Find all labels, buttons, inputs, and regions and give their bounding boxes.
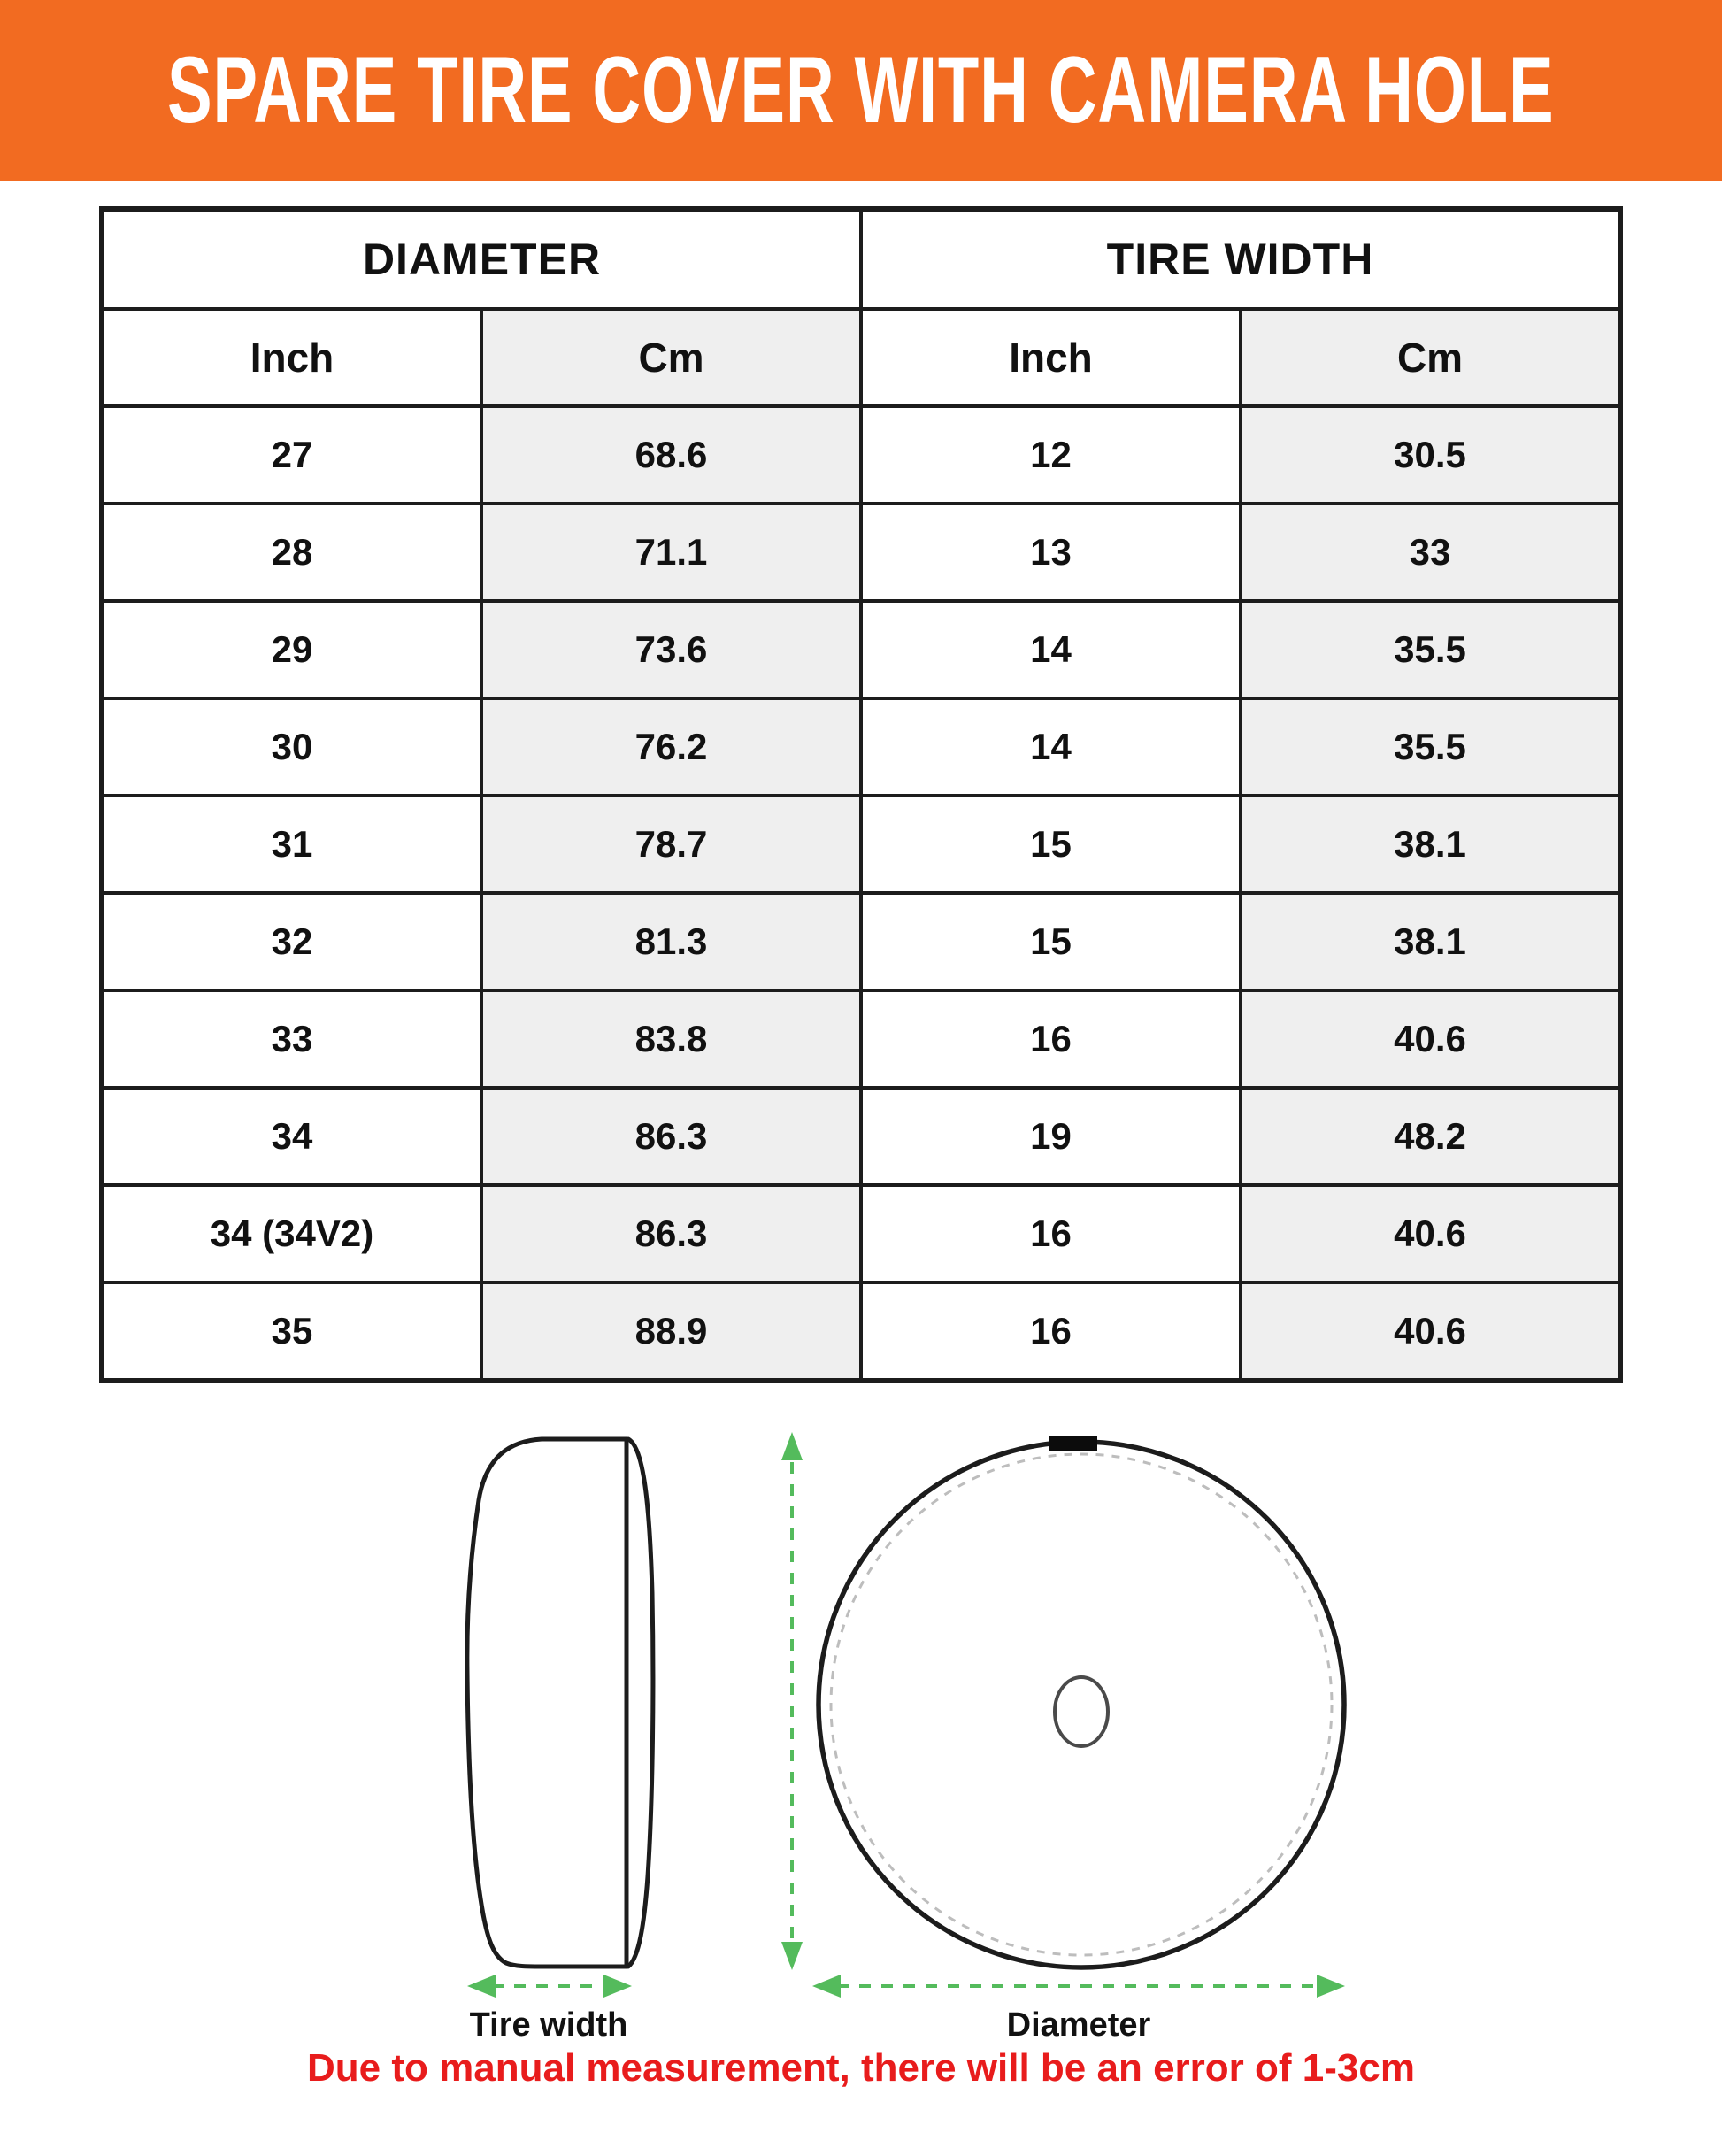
table-row <box>102 1088 1620 1185</box>
arrow-head-right-2 <box>1317 1975 1345 1998</box>
table-row <box>102 893 1620 990</box>
tire-side-outline <box>467 1439 627 1967</box>
cell-width-cm: 30.5 <box>1241 406 1620 504</box>
cell-width-inch: 13 <box>861 504 1241 601</box>
page-title: SPARE TIRE COVER WITH CAMERA HOLE <box>167 37 1555 143</box>
cell-width-inch: 12 <box>861 406 1241 504</box>
tire-side-view <box>467 1439 653 1967</box>
cell-diameter-inch: 29 <box>102 601 481 698</box>
arrow-head-right <box>603 1975 632 1998</box>
cell-diameter-cm: 68.6 <box>481 406 861 504</box>
cell-diameter-cm: 76.2 <box>481 698 861 796</box>
camera-hole <box>1055 1677 1108 1746</box>
table-row <box>102 990 1620 1088</box>
cell-diameter-inch: 28 <box>102 504 481 601</box>
cell-diameter-inch: 32 <box>102 893 481 990</box>
table-row <box>102 698 1620 796</box>
cell-diameter-cm: 83.8 <box>481 990 861 1088</box>
subheader-width-inch: Inch <box>861 309 1241 406</box>
cell-diameter-cm: 78.7 <box>481 796 861 893</box>
measurement-diagram <box>0 1381 1722 2050</box>
table-row <box>102 1282 1620 1381</box>
table-row <box>102 1185 1620 1282</box>
cell-diameter-cm: 73.6 <box>481 601 861 698</box>
cell-width-inch: 15 <box>861 796 1241 893</box>
subheader-diameter-cm: Cm <box>481 309 861 406</box>
arrow-head-left-2 <box>812 1975 841 1998</box>
cell-diameter-cm: 88.9 <box>481 1282 861 1381</box>
cell-width-inch: 16 <box>861 1185 1241 1282</box>
cell-diameter-inch: 31 <box>102 796 481 893</box>
arrow-head-up <box>781 1432 803 1460</box>
cell-diameter-inch: 27 <box>102 406 481 504</box>
subheader-diameter-inch: Inch <box>102 309 481 406</box>
table-row <box>102 796 1620 893</box>
cell-diameter-cm: 81.3 <box>481 893 861 990</box>
group-header-diameter: DIAMETER <box>102 209 861 309</box>
top-tab-marker <box>1049 1436 1097 1451</box>
cell-diameter-inch: 30 <box>102 698 481 796</box>
tire-side-outer-edge <box>628 1439 653 1967</box>
table-row <box>102 601 1620 698</box>
table-group-header-row <box>102 209 1620 309</box>
arrow-head-down <box>781 1942 803 1970</box>
group-header-tire-width: TIRE WIDTH <box>861 209 1620 309</box>
cell-diameter-cm: 71.1 <box>481 504 861 601</box>
subheader-width-cm: Cm <box>1241 309 1620 406</box>
cell-width-cm: 40.6 <box>1241 990 1620 1088</box>
cell-width-cm: 35.5 <box>1241 601 1620 698</box>
cell-width-inch: 15 <box>861 893 1241 990</box>
size-chart-table <box>99 206 1623 1383</box>
header-banner <box>0 0 1722 181</box>
cell-diameter-cm: 86.3 <box>481 1088 861 1185</box>
table-row <box>102 504 1620 601</box>
cell-width-inch: 16 <box>861 1282 1241 1381</box>
cell-diameter-inch: 34 (34V2) <box>102 1185 481 1282</box>
cell-width-cm: 40.6 <box>1241 1185 1620 1282</box>
cell-width-inch: 14 <box>861 601 1241 698</box>
diameter-label: Diameter <box>1006 2006 1151 2044</box>
tire-front-view <box>819 1436 1344 1967</box>
cell-diameter-inch: 35 <box>102 1282 481 1381</box>
measurement-error-note: Due to manual measurement, there will be an error of 1-3cm <box>307 2046 1415 2090</box>
cell-width-inch: 19 <box>861 1088 1241 1185</box>
cell-width-cm: 40.6 <box>1241 1282 1620 1381</box>
cell-width-cm: 48.2 <box>1241 1088 1620 1185</box>
cell-width-cm: 38.1 <box>1241 796 1620 893</box>
table-row <box>102 406 1620 504</box>
cell-width-cm: 35.5 <box>1241 698 1620 796</box>
table-subheader-row <box>102 309 1620 406</box>
cell-diameter-cm: 86.3 <box>481 1185 861 1282</box>
arrow-head-left <box>467 1975 496 1998</box>
cell-width-cm: 33 <box>1241 504 1620 601</box>
cell-diameter-inch: 33 <box>102 990 481 1088</box>
cell-width-inch: 14 <box>861 698 1241 796</box>
cell-width-cm: 38.1 <box>1241 893 1620 990</box>
cell-width-inch: 16 <box>861 990 1241 1088</box>
cell-diameter-inch: 34 <box>102 1088 481 1185</box>
tire-width-label: Tire width <box>469 2006 628 2044</box>
